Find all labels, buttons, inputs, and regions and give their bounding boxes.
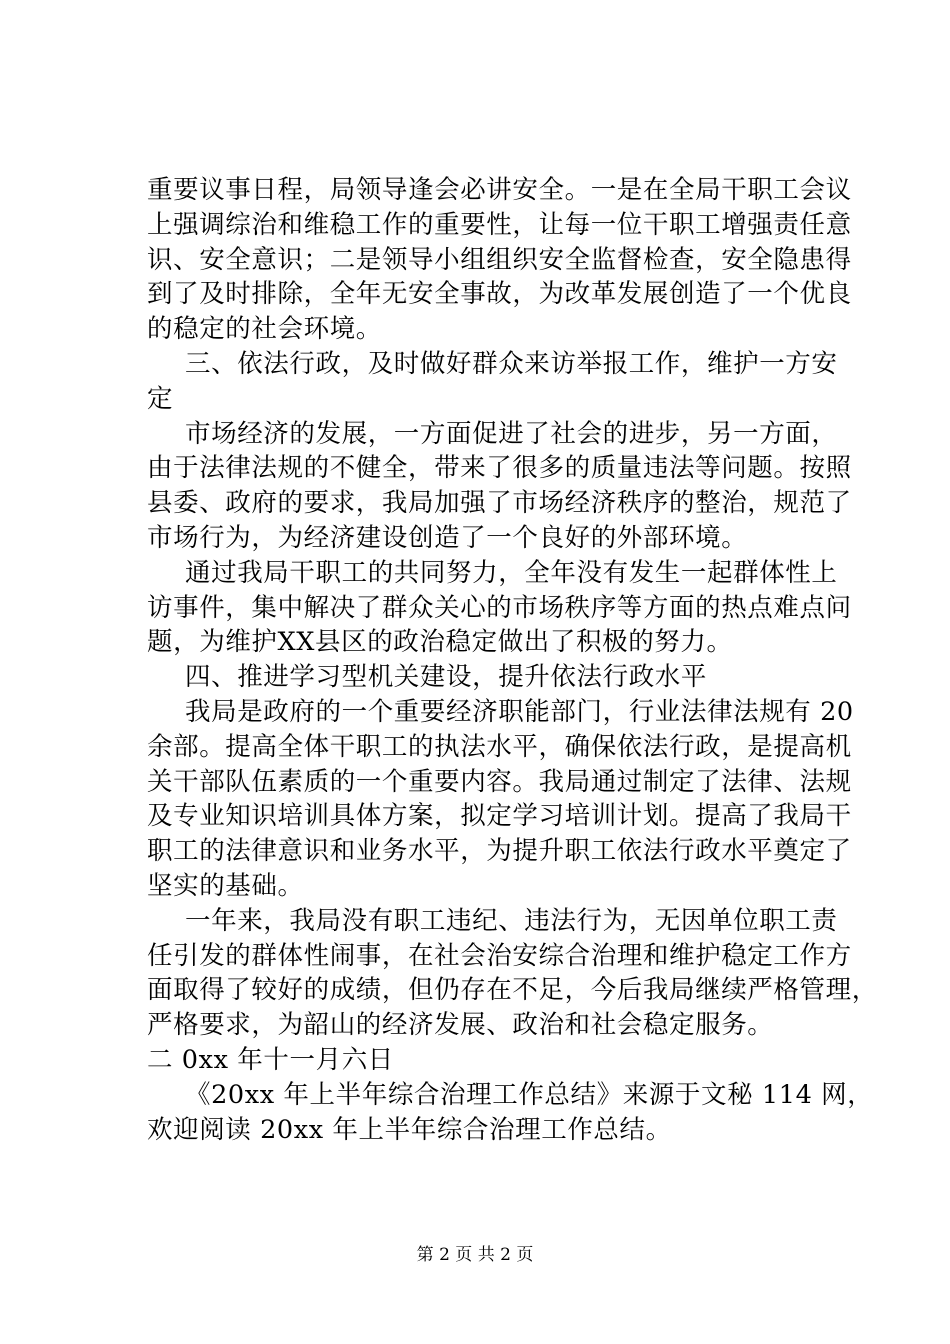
text-line: 我局是政府的一个重要经济职能部门，行业法律法规有 20 (185, 696, 854, 727)
text-line: 题，为维护XX县区的政治稳定做出了积极的努力。 (147, 627, 733, 658)
text-line: 到了及时排除，全年无安全事故，为改革发展创造了一个优良 (147, 279, 852, 310)
text-line: 关干部队伍素质的一个重要内容。我局通过制定了法律、法规 (147, 766, 852, 797)
text-line: 四、推进学习型机关建设，提升依法行政水平 (185, 662, 708, 693)
text-line: 二 0xx 年十一月六日 (147, 1044, 394, 1075)
document-body (147, 173, 878, 1147)
text-line: 面取得了较好的成绩，但仍存在不足，今后我局继续严格管理， (147, 975, 878, 1006)
text-line: 重要议事日程，局领导逢会必讲安全。一是在全局干职工会议 (147, 175, 852, 205)
text-line: 三、依法行政，及时做好群众来访举报工作，维护一方安 (185, 348, 838, 379)
text-line: 一年来，我局没有职工违纪、违法行为，无因单位职工责 (185, 905, 838, 936)
text-line: 的稳定的社会环境。 (147, 314, 382, 345)
text-line: 识、安全意识；二是领导小组组织安全监督检查，安全隐患得 (147, 244, 852, 275)
text-line: 县委、政府的要求，我局加强了市场经济秩序的整治，规范了 (147, 488, 852, 519)
text-line: 及专业知识培训具体方案，拟定学习培训计划。提高了我局干 (147, 801, 852, 832)
text-line: 由于法律法规的不健全，带来了很多的质量违法等问题。按照 (147, 453, 852, 484)
text-line: 欢迎阅读 20xx 年上半年综合治理工作总结。 (147, 1114, 672, 1145)
text-line: 定 (147, 383, 174, 414)
text-line: 任引发的群体性闹事，在社会治安综合治理和维护稳定工作方 (147, 940, 852, 971)
text-line: 坚实的基础。 (147, 870, 304, 901)
text-line: 市场经济的发展，一方面促进了社会的进步，另一方面， (185, 418, 838, 449)
text-line: 上强调综治和维稳工作的重要性，让每一位干职工增强责任意 (147, 209, 852, 240)
text-line: 通过我局干职工的共同努力，全年没有发生一起群体性上 (185, 557, 838, 588)
text-line: 职工的法律意识和业务水平，为提升职工依法行政水平奠定了 (147, 836, 852, 867)
text-line: 严格要求，为韶山的经济发展、政治和社会稳定服务。 (147, 1010, 774, 1041)
text-line: 市场行为，为经济建设创造了一个良好的外部环境。 (147, 522, 748, 553)
page-footer: 第 2 页 共 2 页 (416, 1245, 534, 1265)
text-line: 访事件，集中解决了群众关心的市场秩序等方面的热点难点问 (147, 592, 852, 623)
text-line: 《20xx 年上半年综合治理工作总结》来源于文秘 114 网， (185, 1079, 874, 1110)
text-line: 余部。提高全体干职工的执法水平，确保依法行政，是提高机 (147, 731, 852, 762)
